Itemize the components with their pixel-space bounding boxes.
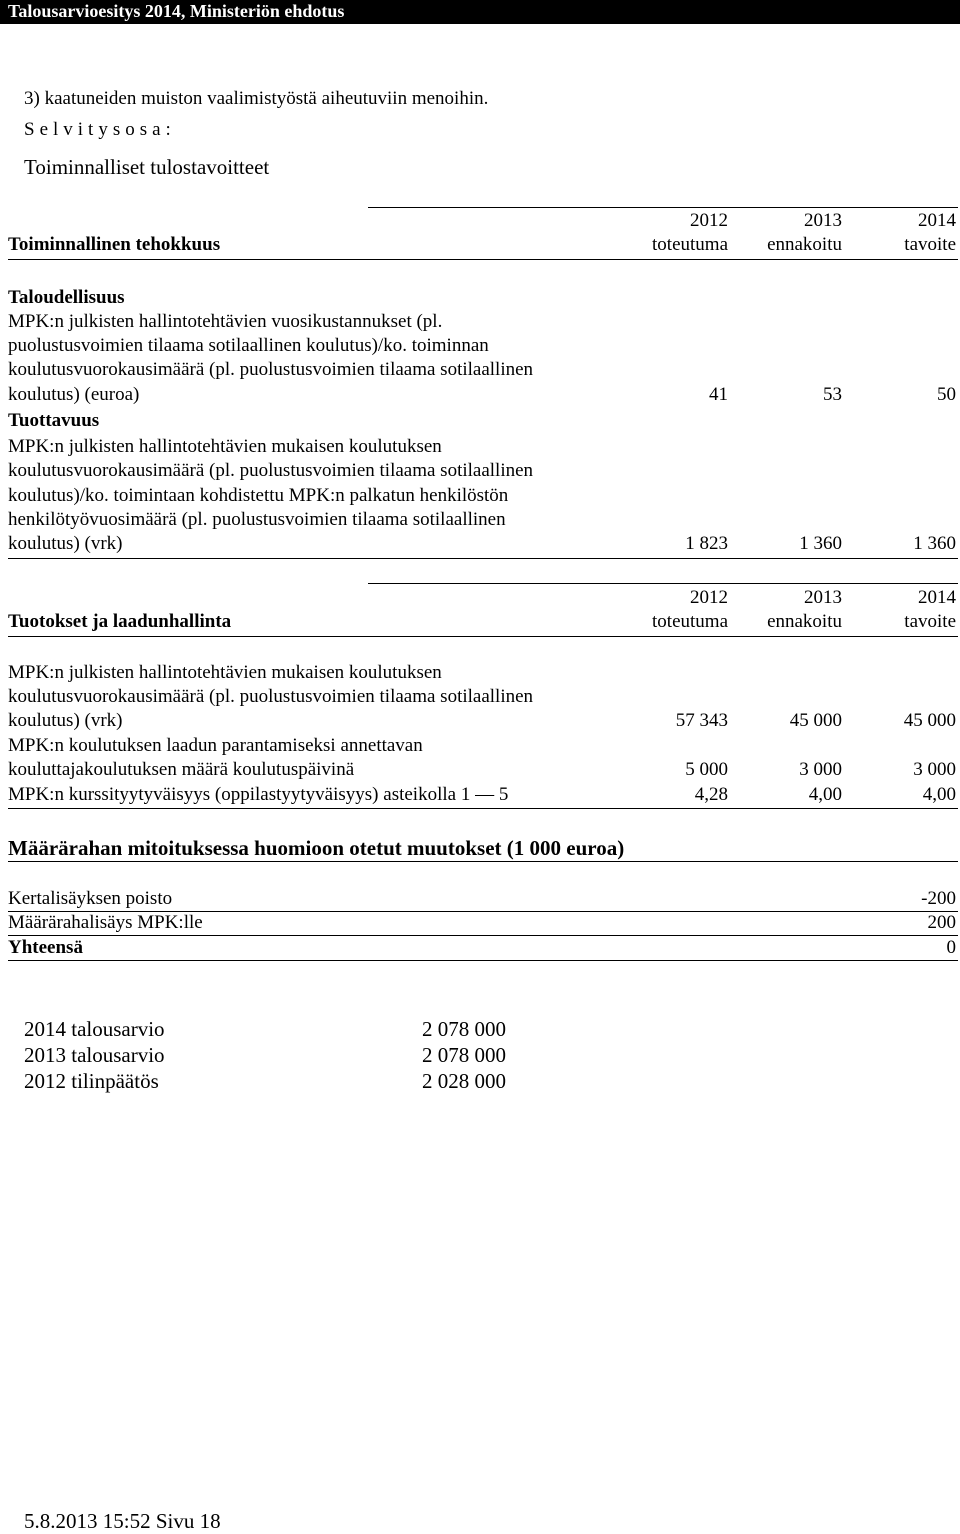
table-row-text: koulutus) (euroa) — [8, 384, 140, 405]
table-row-text: MPK:n julkisten hallintotehtävien mukaisen koulutuksen — [8, 662, 442, 683]
value-2013: 3 000 — [799, 759, 842, 780]
value-2013: 53 — [823, 384, 842, 405]
table-row-text: puolustusvoimien tilaama sotilaallinen koulutus)/ko. toiminnan — [8, 335, 489, 356]
table-row-text: MPK:n kurssityytyväisyys (oppilastyytyväisyys) asteikolla 1 — 5 — [8, 784, 509, 805]
table-row-text: henkilötyövuosimäärä (pl. puolustusvoimien tilaama sotilaallinen — [8, 509, 506, 530]
table-row-text: kouluttajakoulutuksen määrä koulutuspäivinä — [8, 759, 355, 780]
budget-label: 2012 tilinpäätös — [24, 1069, 159, 1093]
budget-value: 2 028 000 — [422, 1069, 506, 1093]
changes-title: Määrärahan mitoituksessa huomioon otetut muutokset (1 000 euroa) — [8, 836, 625, 860]
subheading-taloudellisuus: Taloudellisuus — [8, 287, 125, 308]
changes-row-label: Määrärahalisäys MPK:lle — [8, 912, 203, 933]
selvitysosa-label: Selvitysosa: — [24, 119, 176, 140]
value-2013: 4,00 — [808, 784, 842, 805]
budget-value: 2 078 000 — [422, 1043, 506, 1067]
budget-value: 2 078 000 — [422, 1017, 506, 1041]
table-row-text: koulutusvuorokausimäärä (pl. puolustusvoimien tilaama sotilaallinen — [8, 359, 534, 380]
changes-bottom-rule — [8, 960, 958, 961]
col-year-2013: 2013 — [804, 587, 842, 608]
changes-row-label: Kertalisäyksen poisto — [8, 888, 173, 909]
table2-heading: Tuotokset ja laadunhallinta — [8, 611, 232, 632]
col-label-toteutuma: toteutuma — [652, 234, 728, 255]
value-2012: 1 823 — [685, 533, 728, 554]
page-footer: 5.8.2013 15:52 Sivu 18 — [24, 1509, 221, 1533]
changes-row-value: 200 — [927, 912, 956, 933]
changes-row-rule — [8, 935, 958, 936]
changes-total-value: 0 — [946, 937, 956, 958]
col-label-tavoite: tavoite — [904, 611, 956, 632]
budget-label: 2014 talousarvio — [24, 1017, 165, 1041]
value-2012: 5 000 — [685, 759, 728, 780]
table-row-text: MPK:n julkisten hallintotehtävien mukaisen koulutuksen — [8, 436, 442, 457]
table-row-text: koulutus)/ko. toimintaan kohdistettu MPK:n palkatun henkilöstön — [8, 485, 509, 506]
table-row-text: koulutus) (vrk) — [8, 533, 123, 554]
table1-top-rule — [368, 207, 958, 208]
value-2014: 50 — [937, 384, 956, 405]
col-year-2012: 2012 — [690, 210, 728, 231]
value-2012: 57 343 — [675, 710, 728, 731]
col-label-toteutuma: toteutuma — [652, 611, 728, 632]
value-2013: 1 360 — [799, 533, 842, 554]
col-year-2012: 2012 — [690, 587, 728, 608]
value-2013: 45 000 — [789, 710, 842, 731]
col-label-ennakoitu: ennakoitu — [767, 611, 842, 632]
col-year-2014: 2014 — [918, 587, 956, 608]
changes-row-value: -200 — [921, 888, 956, 909]
table-row-text: MPK:n koulutuksen laadun parantamiseksi annettavan — [8, 735, 423, 756]
budget-label: 2013 talousarvio — [24, 1043, 165, 1067]
table1-heading: Toiminnallinen tehokkuus — [8, 234, 221, 255]
changes-total-label: Yhteensä — [8, 937, 83, 958]
value-2014: 45 000 — [903, 710, 956, 731]
col-label-tavoite: tavoite — [904, 234, 956, 255]
table-row-text: koulutus) (vrk) — [8, 710, 123, 731]
table1-bottom-rule — [8, 558, 958, 559]
value-2012: 4,28 — [694, 784, 728, 805]
table-row-text: koulutusvuorokausimäärä (pl. puolustusvoimien tilaama sotilaallinen — [8, 460, 534, 481]
intro-line: 3) kaatuneiden muiston vaalimistyöstä aiheutuviin menoihin. — [24, 88, 489, 109]
table2-top-rule — [368, 583, 958, 584]
value-2012: 41 — [709, 384, 728, 405]
value-2014: 4,00 — [922, 784, 956, 805]
document-title: Talousarvioesitys 2014, Ministeriön ehdotus — [8, 1, 345, 21]
col-year-2014: 2014 — [918, 210, 956, 231]
subheading-tuottavuus: Tuottavuus — [8, 410, 100, 431]
table-row-text: koulutusvuorokausimäärä (pl. puolustusvoimien tilaama sotilaallinen — [8, 686, 534, 707]
table-row-text: MPK:n julkisten hallintotehtävien vuosikustannukset (pl. — [8, 311, 443, 332]
table2-header-rule — [8, 636, 958, 637]
value-2014: 3 000 — [913, 759, 956, 780]
section-title: Toiminnalliset tulostavoitteet — [24, 155, 270, 179]
value-2014: 1 360 — [913, 533, 956, 554]
col-label-ennakoitu: ennakoitu — [767, 234, 842, 255]
col-year-2013: 2013 — [804, 210, 842, 231]
changes-title-rule — [8, 861, 958, 862]
table2-bottom-rule — [8, 808, 958, 809]
table1-header-rule — [8, 259, 958, 260]
